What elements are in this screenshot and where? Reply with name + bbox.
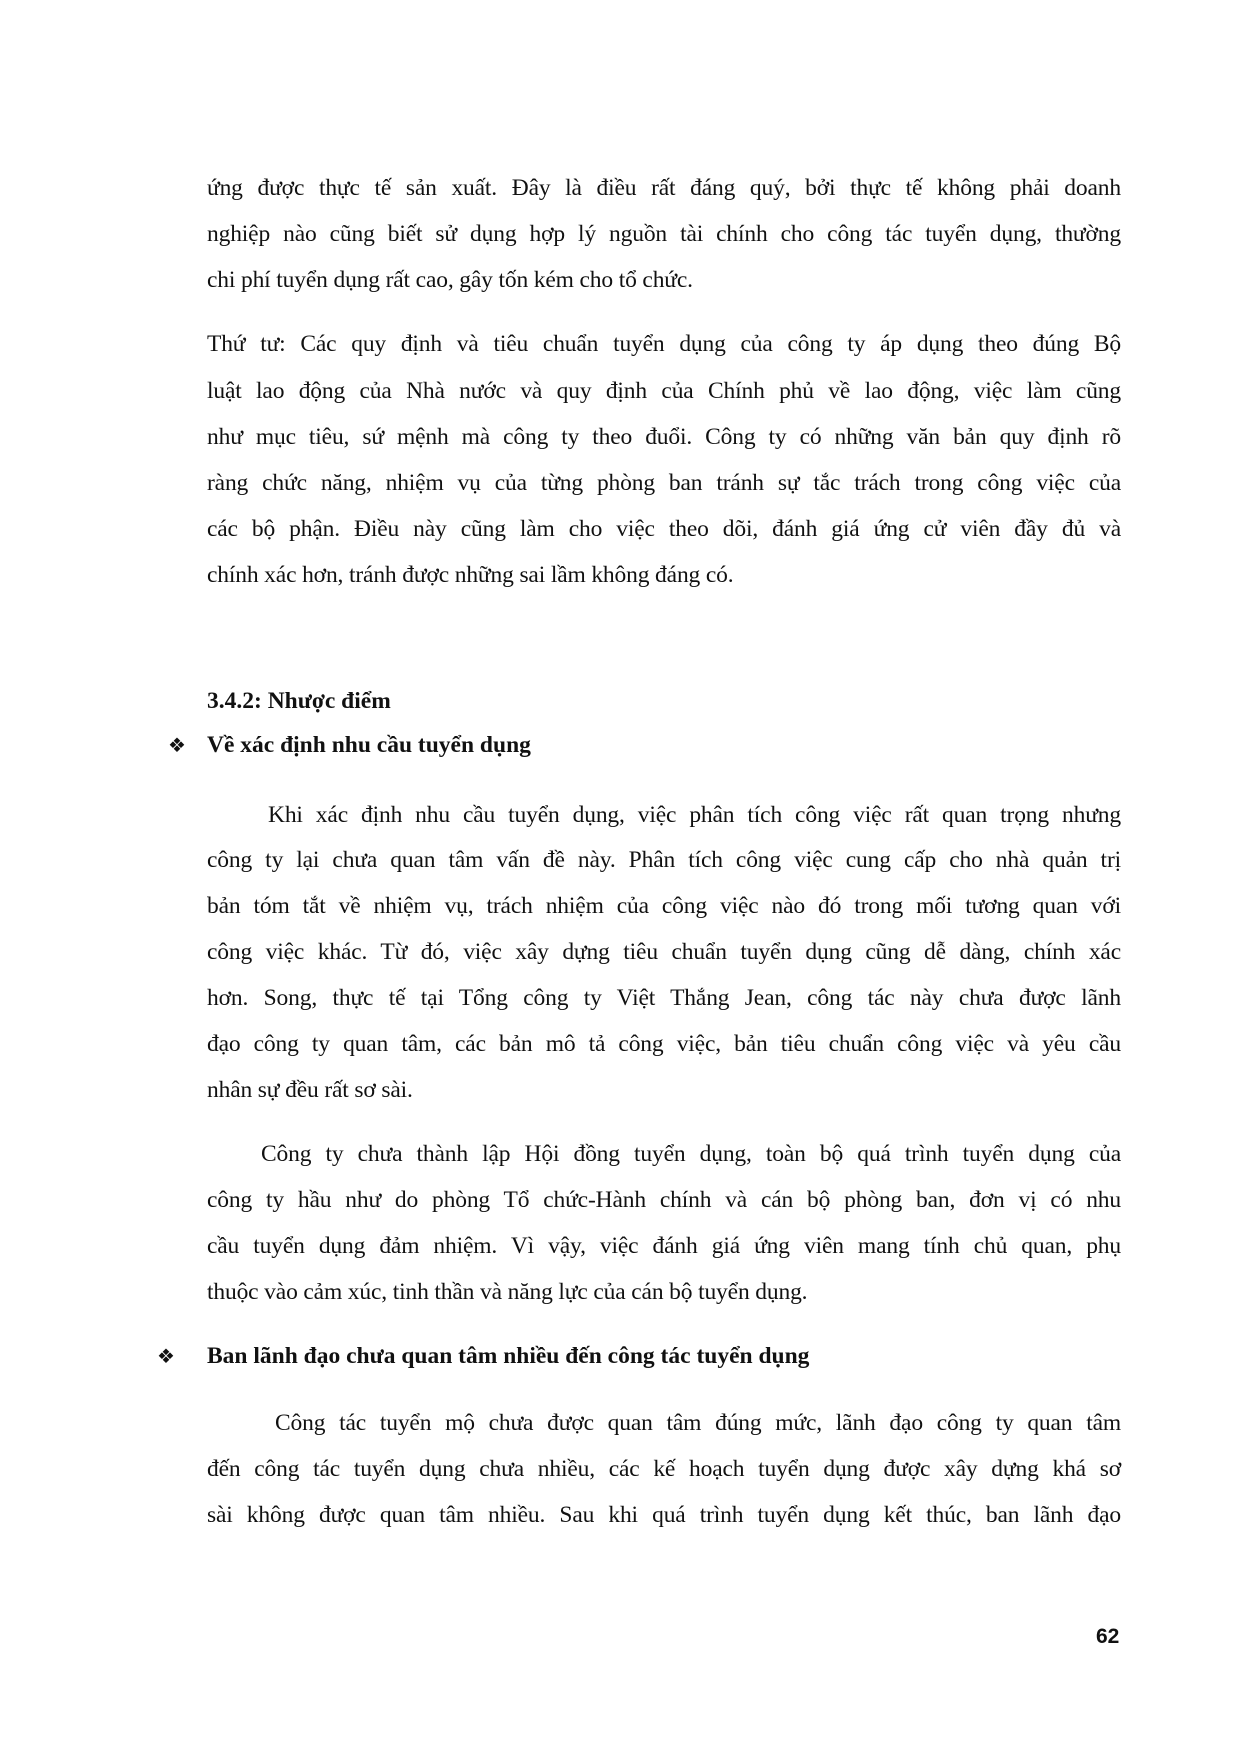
text-line: chi phí tuyển dụng rất cao, gây tốn kém cho tổ chức. bbox=[207, 267, 693, 293]
text-line: sài không được quan tâm nhiều. Sau khi quá trình tuyển dụng kết thúc, ban lãnh đạo bbox=[207, 1502, 1121, 1528]
text-line: Khi xác định nhu cầu tuyển dụng, việc phân tích công việc rất quan trọng nhưng bbox=[268, 802, 1121, 828]
text-line: như mục tiêu, sứ mệnh mà công ty theo đuổi. Công ty có những văn bản quy định rõ bbox=[207, 424, 1121, 450]
text-line: Công ty chưa thành lập Hội đồng tuyển dụng, toàn bộ quá trình tuyển dụng của bbox=[261, 1141, 1121, 1167]
section-heading: 3.4.2: Nhược điểm bbox=[207, 688, 391, 714]
diamond-bullet-icon: ❖ bbox=[157, 1344, 175, 1368]
text-line: Thứ tư: Các quy định và tiêu chuẩn tuyển dụng của công ty áp dụng theo đúng Bộ bbox=[207, 331, 1121, 357]
text-line: ràng chức năng, nhiệm vụ của từng phòng ban tránh sự tắc trách trong công việc của bbox=[207, 470, 1121, 496]
text-line: Công tác tuyển mộ chưa được quan tâm đúng mức, lãnh đạo công ty quan tâm bbox=[275, 1410, 1121, 1436]
text-line: ứng được thực tế sản xuất. Đây là điều rất đáng quý, bởi thực tế không phải doanh bbox=[207, 175, 1121, 201]
text-line: đến công tác tuyển dụng chưa nhiều, các kế hoạch tuyển dụng được xây dựng khá sơ bbox=[207, 1456, 1121, 1482]
text-line: hơn. Song, thực tế tại Tổng công ty Việt Thắng Jean, công tác này chưa được lãnh bbox=[207, 985, 1121, 1011]
text-line: chính xác hơn, tránh được những sai lầm không đáng có. bbox=[207, 562, 734, 588]
subheading-needs-assessment: Về xác định nhu cầu tuyển dụng bbox=[207, 732, 531, 758]
diamond-bullet-icon: ❖ bbox=[168, 733, 186, 757]
subheading-leadership: Ban lãnh đạo chưa quan tâm nhiều đến công tác tuyển dụng bbox=[207, 1343, 810, 1369]
text-line: công ty lại chưa quan tâm vấn đề này. Phân tích công việc cung cấp cho nhà quản trị bbox=[207, 847, 1121, 873]
text-line: nghiệp nào cũng biết sử dụng hợp lý nguồn tài chính cho công tác tuyển dụng, thường bbox=[207, 221, 1121, 247]
text-line: công ty hầu như do phòng Tổ chức-Hành chính và cán bộ phòng ban, đơn vị có nhu bbox=[207, 1187, 1121, 1213]
text-line: thuộc vào cảm xúc, tinh thần và năng lực của cán bộ tuyển dụng. bbox=[207, 1279, 808, 1305]
text-line: luật lao động của Nhà nước và quy định của Chính phủ về lao động, việc làm cũng bbox=[207, 378, 1121, 404]
page-number: 62 bbox=[1096, 1625, 1120, 1648]
text-line: bản tóm tắt về nhiệm vụ, trách nhiệm của công việc nào đó trong mối tương quan với bbox=[207, 893, 1121, 919]
text-line: đạo công ty quan tâm, các bản mô tả công việc, bản tiêu chuẩn công việc và yêu cầu bbox=[207, 1031, 1121, 1057]
text-line: cầu tuyển dụng đảm nhiệm. Vì vậy, việc đánh giá ứng viên mang tính chủ quan, phụ bbox=[207, 1233, 1121, 1259]
text-line: các bộ phận. Điều này cũng làm cho việc theo dõi, đánh giá ứng cử viên đầy đủ và bbox=[207, 516, 1121, 542]
text-line: nhân sự đều rất sơ sài. bbox=[207, 1077, 413, 1103]
text-line: công việc khác. Từ đó, việc xây dựng tiêu chuẩn tuyển dụng cũng dễ dàng, chính xác bbox=[207, 939, 1121, 965]
